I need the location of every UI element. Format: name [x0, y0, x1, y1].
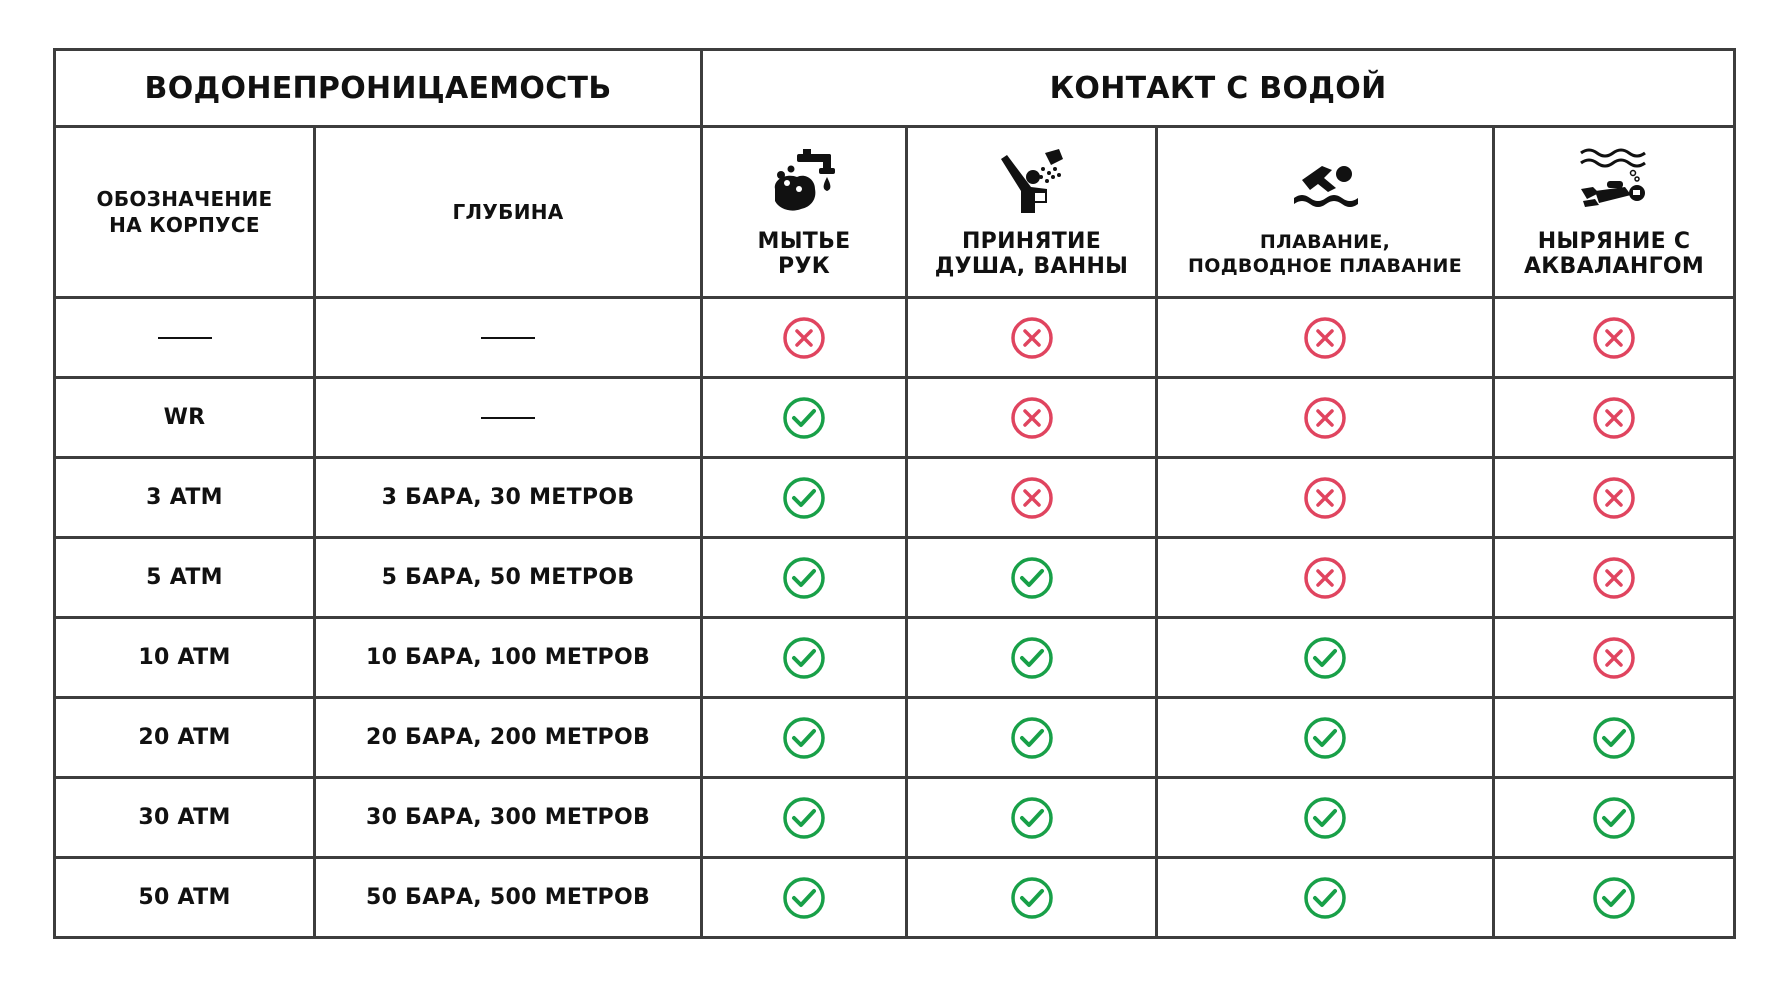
marking-value: 5 ATM — [146, 565, 223, 590]
hand-washing-status-cell — [702, 378, 907, 458]
check-icon — [1303, 796, 1347, 840]
cross-icon — [1592, 476, 1636, 520]
marking-cell — [55, 378, 315, 458]
scuba-status-cell — [1494, 698, 1735, 778]
marking-value: 3 ATM — [146, 485, 223, 510]
dash-placeholder — [158, 337, 212, 339]
column-header-shower-label: ПРИНЯТИЕ ДУША, ВАННЫ — [934, 229, 1129, 279]
shower-status-cell — [907, 538, 1157, 618]
column-header-scuba-label: НЫРЯНИЕ С АКВАЛАНГОМ — [1523, 229, 1705, 279]
check-icon — [1010, 796, 1054, 840]
check-icon — [1592, 796, 1636, 840]
scuba-status-cell — [1494, 618, 1735, 698]
scuba-diver-icon — [1577, 145, 1651, 219]
swimming-status-cell — [1157, 698, 1494, 778]
depth-value: 20 БАРА, 200 МЕТРОВ — [365, 725, 651, 750]
cross-icon — [1010, 396, 1054, 440]
marking-cell — [55, 858, 315, 938]
hand-washing-status-cell — [702, 618, 907, 698]
cross-icon — [1592, 636, 1636, 680]
scuba-status-cell — [1494, 298, 1735, 378]
check-icon — [782, 796, 826, 840]
marking-value: 50 ATM — [138, 885, 231, 910]
cross-icon — [1592, 396, 1636, 440]
depth-value: 10 БАРА, 100 МЕТРОВ — [365, 645, 651, 670]
marking-cell — [55, 538, 315, 618]
check-icon — [1010, 716, 1054, 760]
check-icon — [1303, 716, 1347, 760]
column-header-marking-label: ОБОЗНАЧЕНИЕ НА КОРПУСЕ — [96, 187, 273, 237]
shower-status-cell — [907, 458, 1157, 538]
shower-icon — [995, 145, 1069, 219]
marking-cell — [55, 458, 315, 538]
hand-washing-status-cell — [702, 778, 907, 858]
hand-washing-status-cell — [702, 458, 907, 538]
marking-cell — [55, 298, 315, 378]
column-header-marking — [55, 127, 315, 298]
header-water-resistance: ВОДОНЕПРОНИЦАЕМОСТЬ — [55, 50, 702, 127]
column-header-depth — [315, 127, 702, 298]
shower-status-cell — [907, 618, 1157, 698]
scuba-status-cell — [1494, 778, 1735, 858]
scuba-status-cell — [1494, 858, 1735, 938]
depth-cell — [315, 538, 702, 618]
swimming-status-cell — [1157, 618, 1494, 698]
depth-cell — [315, 698, 702, 778]
depth-value: 30 БАРА, 300 МЕТРОВ — [365, 805, 651, 830]
depth-cell — [315, 378, 702, 458]
marking-value: 30 ATM — [138, 805, 231, 830]
swimming-status-cell — [1157, 378, 1494, 458]
marking-value: 10 ATM — [138, 645, 231, 670]
check-icon — [782, 396, 826, 440]
shower-status-cell — [907, 298, 1157, 378]
depth-cell — [315, 298, 702, 378]
check-icon — [782, 876, 826, 920]
table-row — [55, 618, 1735, 698]
cross-icon — [1303, 316, 1347, 360]
shower-status-cell — [907, 778, 1157, 858]
table-row — [55, 858, 1735, 938]
table-row — [55, 538, 1735, 618]
swimmer-icon — [1288, 146, 1362, 220]
cross-icon — [1303, 556, 1347, 600]
cross-icon — [1303, 476, 1347, 520]
subheader-row — [55, 127, 1735, 298]
check-icon — [1592, 716, 1636, 760]
cross-icon — [1010, 316, 1054, 360]
marking-cell — [55, 618, 315, 698]
column-header-depth-label: ГЛУБИНА — [452, 200, 564, 224]
depth-cell — [315, 778, 702, 858]
table-row — [55, 298, 1735, 378]
check-icon — [1010, 636, 1054, 680]
shower-status-cell — [907, 378, 1157, 458]
check-icon — [782, 636, 826, 680]
hand-washing-status-cell — [702, 538, 907, 618]
column-header-hand-washing — [702, 127, 907, 298]
water-resistance-table — [53, 48, 1736, 939]
check-icon — [782, 556, 826, 600]
marking-value: 20 ATM — [138, 725, 231, 750]
shower-status-cell — [907, 858, 1157, 938]
check-icon — [1592, 876, 1636, 920]
column-header-swimming-label: ПЛАВАНИЕ, ПОДВОДНОЕ ПЛАВАНИЕ — [1188, 231, 1462, 277]
depth-cell — [315, 618, 702, 698]
depth-cell — [315, 858, 702, 938]
column-header-hand-washing-label: МЫТЬЕ РУК — [757, 229, 851, 279]
depth-value: 50 БАРА, 500 МЕТРОВ — [365, 885, 651, 910]
marking-cell — [55, 698, 315, 778]
marking-value: WR — [163, 405, 206, 430]
hand-washing-status-cell — [702, 298, 907, 378]
table-body — [55, 298, 1735, 938]
hand-washing-status-cell — [702, 858, 907, 938]
scuba-status-cell — [1494, 538, 1735, 618]
check-icon — [782, 716, 826, 760]
marking-cell — [55, 778, 315, 858]
table-row — [55, 378, 1735, 458]
dash-placeholder — [481, 417, 535, 419]
table-row — [55, 458, 1735, 538]
dash-placeholder — [481, 337, 535, 339]
cross-icon — [1592, 556, 1636, 600]
hand-washing-status-cell — [702, 698, 907, 778]
swimming-status-cell — [1157, 298, 1494, 378]
check-icon — [1010, 556, 1054, 600]
check-icon — [782, 476, 826, 520]
swimming-status-cell — [1157, 538, 1494, 618]
swimming-status-cell — [1157, 778, 1494, 858]
cross-icon — [1592, 316, 1636, 360]
water-resistance-table-wrapper — [53, 48, 1736, 939]
column-header-swimming — [1157, 127, 1494, 298]
column-header-scuba — [1494, 127, 1735, 298]
cross-icon — [782, 316, 826, 360]
cross-icon — [1010, 476, 1054, 520]
swimming-status-cell — [1157, 858, 1494, 938]
check-icon — [1303, 636, 1347, 680]
depth-cell — [315, 458, 702, 538]
check-icon — [1010, 876, 1054, 920]
swimming-status-cell — [1157, 458, 1494, 538]
column-header-shower — [907, 127, 1157, 298]
table-row — [55, 698, 1735, 778]
depth-value: 5 БАРА, 50 МЕТРОВ — [381, 565, 635, 590]
check-icon — [1303, 876, 1347, 920]
scuba-status-cell — [1494, 378, 1735, 458]
hand-washing-icon — [767, 145, 841, 219]
scuba-status-cell — [1494, 458, 1735, 538]
depth-value: 3 БАРА, 30 МЕТРОВ — [381, 485, 635, 510]
table-row — [55, 778, 1735, 858]
cross-icon — [1303, 396, 1347, 440]
header-water-contact: КОНТАКТ С ВОДОЙ — [702, 50, 1735, 127]
shower-status-cell — [907, 698, 1157, 778]
